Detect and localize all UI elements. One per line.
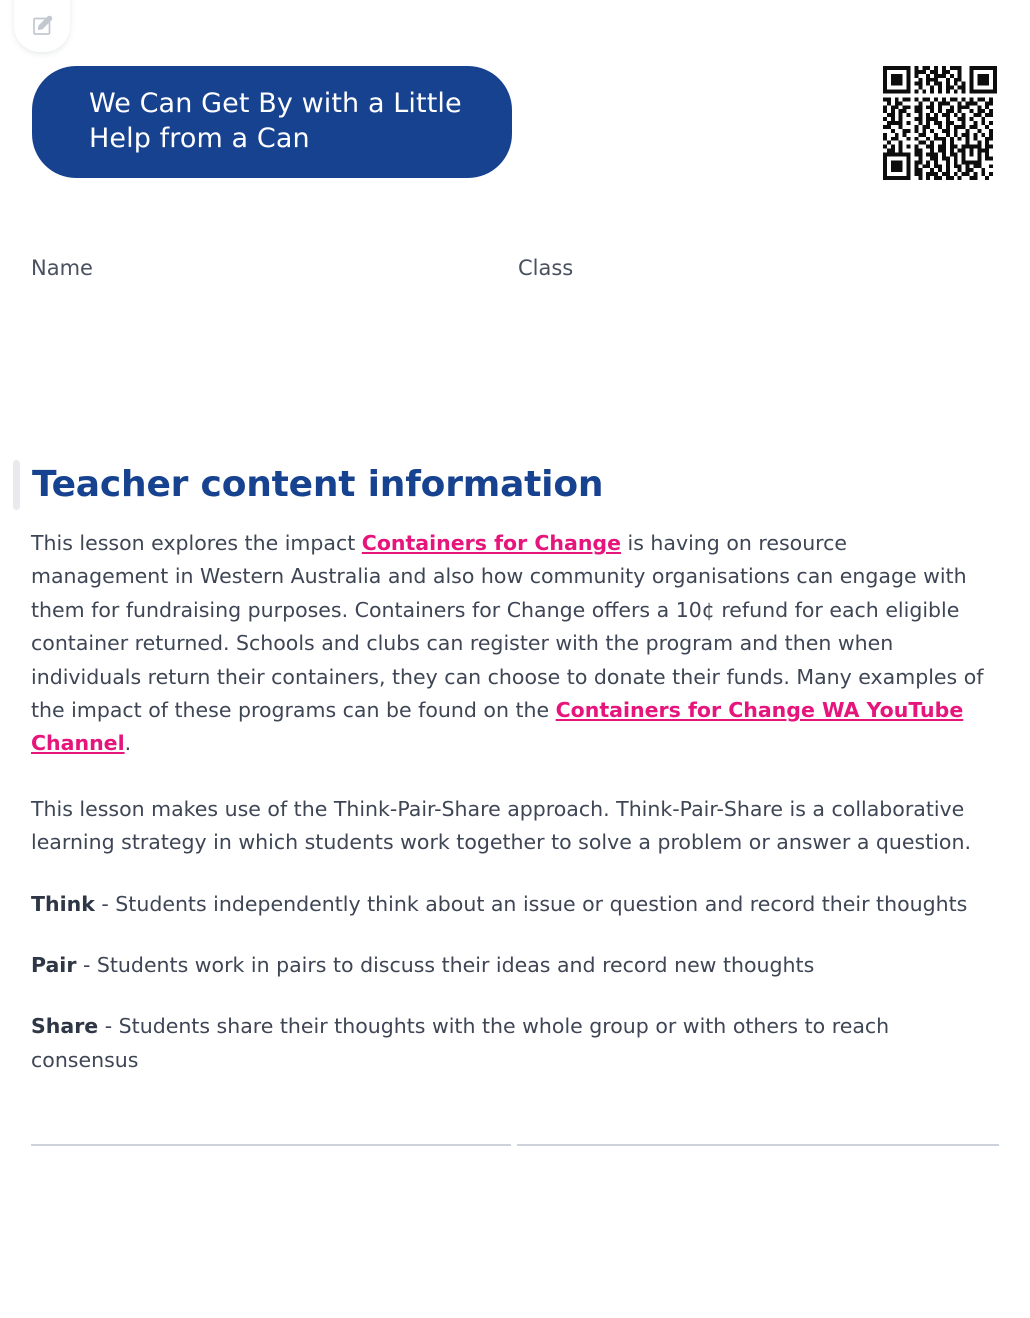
paragraph-think-pair-share-intro: This lesson makes use of the Think-Pair-Share approach. Think-Pair-Share is a collaborative learning strategy in which students work together to solve a problem or answer a question. <box>31 796 971 855</box>
page-title: Teacher content information <box>32 464 604 506</box>
qr-code-image <box>883 66 997 180</box>
qr-code[interactable] <box>883 66 997 180</box>
pair-label: Pair <box>31 953 77 978</box>
heading-accent-bar <box>13 460 20 510</box>
share-description: - Students share their thoughts with the whole group or with others to reach consensus <box>31 1014 890 1072</box>
containers-for-change-youtube-link[interactable]: Containers for Change WA YouTube Channel <box>31 698 964 756</box>
paragraph-pair <box>31 949 986 982</box>
answer-line-left[interactable] <box>31 1144 511 1146</box>
intro-text-part-3: . <box>124 731 132 756</box>
document-title-badge <box>32 66 512 178</box>
paragraph-think <box>31 888 986 921</box>
containers-for-change-link[interactable]: Containers for Change <box>361 531 622 555</box>
answer-line-right[interactable] <box>517 1144 999 1146</box>
name-field-label: Name <box>31 256 93 280</box>
edit-document-tab[interactable] <box>14 0 70 52</box>
student-fields <box>31 256 999 280</box>
intro-text-part-1: This lesson explores the impact <box>31 531 362 555</box>
document-title: We Can Get By with a Little Help from a Can <box>89 88 462 154</box>
think-description: - Students independently think about an issue or question and record their thoughts <box>94 891 968 916</box>
answer-rules <box>31 1144 999 1146</box>
class-field-label: Class <box>518 256 574 280</box>
section-header <box>0 440 1030 529</box>
pair-description: - Students work in pairs to discuss their ideas and record new thoughts <box>76 953 815 978</box>
think-label: Think <box>31 891 95 916</box>
paragraph-intro <box>31 527 986 761</box>
teacher-content-body <box>31 527 986 1105</box>
share-label: Share <box>31 1014 99 1039</box>
intro-text-part-2: is having on resource management in Western Australia and also how community organisations can engage with them for fundraising purposes. Containers for Change offers a 10¢ refund for each eligible container returned. Schools and clubs can register with the program and then when individuals return their containers, they can choose to donate their funds. Many examples of the impact of these programs can be found on the <box>31 531 984 723</box>
pen-to-square-icon <box>30 14 54 38</box>
paragraph-share <box>31 1010 986 1077</box>
